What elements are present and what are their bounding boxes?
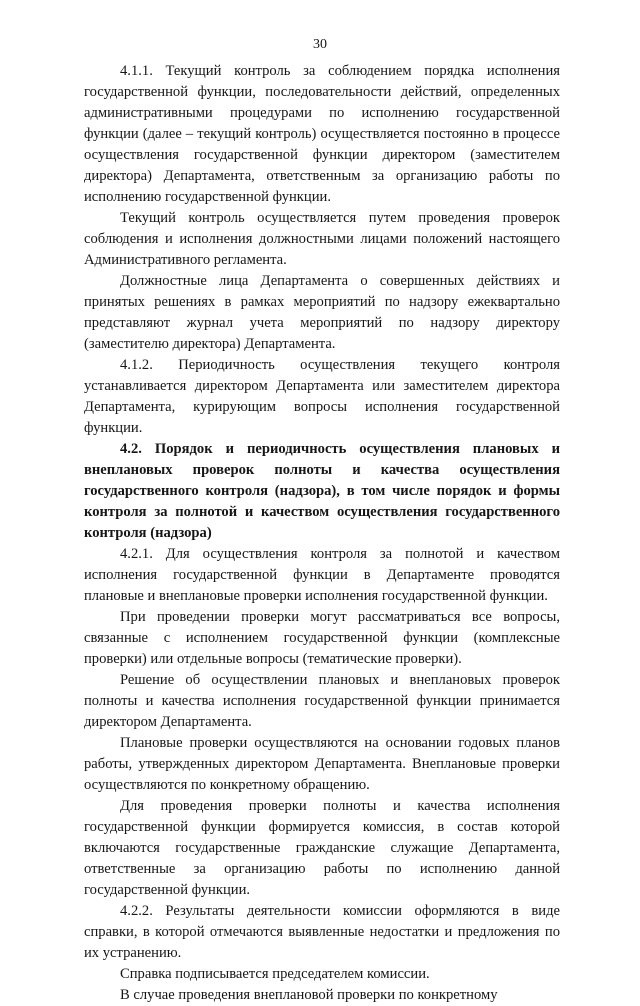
- section-heading-4-2: 4.2. Порядок и периодичность осуществления плановых и внеплановых проверок полноты и качества осуществления государственного контроля (надзора), в том числе порядок и формы контроля за полнотой и качеством осуществления государственного контроля (надзора): [84, 441, 560, 541]
- paragraph-4-2-2: 4.2.2. Результаты деятельности комиссии оформляются в виде справки, в которой отмечаются выявленные недостатки и предложения по их устранению.: [84, 903, 560, 961]
- paragraph-officials-report: Должностные лица Департамента о совершенных действиях и принятых решениях в рамках мероприятий по надзору ежеквартально представляют журнал учета мероприятий по надзору директору (заместителю директора) Департамента.: [84, 273, 560, 352]
- paragraph-report-signature: Справка подписывается председателем комиссии.: [120, 966, 430, 982]
- paragraph-4-2-1: 4.2.1. Для осуществления контроля за полнотой и качеством исполнения государственной функции в Департаменте проводятся плановые и внеплановые проверки исполнения государственной функции.: [84, 546, 560, 604]
- paragraph-current-control-method: Текущий контроль осуществляется путем проведения проверок соблюдения и исполнения должностными лицами положений настоящего Административного регламента.: [84, 210, 560, 268]
- page-number: 30: [313, 37, 327, 52]
- paragraph-4-1-2: 4.1.2. Периодичность осуществления текущего контроля устанавливается директором Департамента или заместителем директора Департамента, курирующим вопросы исполнения государственной функции.: [84, 357, 560, 436]
- paragraph-inspection-scope: При проведении проверки могут рассматриваться все вопросы, связанные с исполнением государственной функции (комплексные проверки) или отдельные вопросы (тематические проверки).: [84, 609, 560, 667]
- paragraph-commission: Для проведения проверки полноты и качества исполнения государственной функции формируется комиссия, в состав которой включаются государственные гражданские служащие Департамента, ответственные за организацию работы по исполнению данной государственной функции.: [84, 798, 560, 898]
- paragraph-inspection-decision: Решение об осуществлении плановых и внеплановых проверок полноты и качества исполнения государственной функции принимается директором Департамента.: [84, 672, 560, 730]
- paragraph-4-1-1: 4.1.1. Текущий контроль за соблюдением порядка исполнения государственной функции, последовательности действий, определенных административными процедурами по исполнению государственной функции (далее – текущий контроль) осуществляется постоянно в процессе осуществления государственной функции директором (заместителем директора) Департамента, ответственным за организацию работы по исполнению государственной функции.: [84, 63, 560, 205]
- paragraph-planned-inspections: Плановые проверки осуществляются на основании годовых планов работы, утвержденных директором Департамента. Внеплановые проверки осуществляются по конкретному обращению.: [84, 735, 560, 793]
- paragraph-unscheduled-inspection: В случае проведения внеплановой проверки по конкретному: [120, 987, 498, 1003]
- document-body: [84, 61, 560, 1006]
